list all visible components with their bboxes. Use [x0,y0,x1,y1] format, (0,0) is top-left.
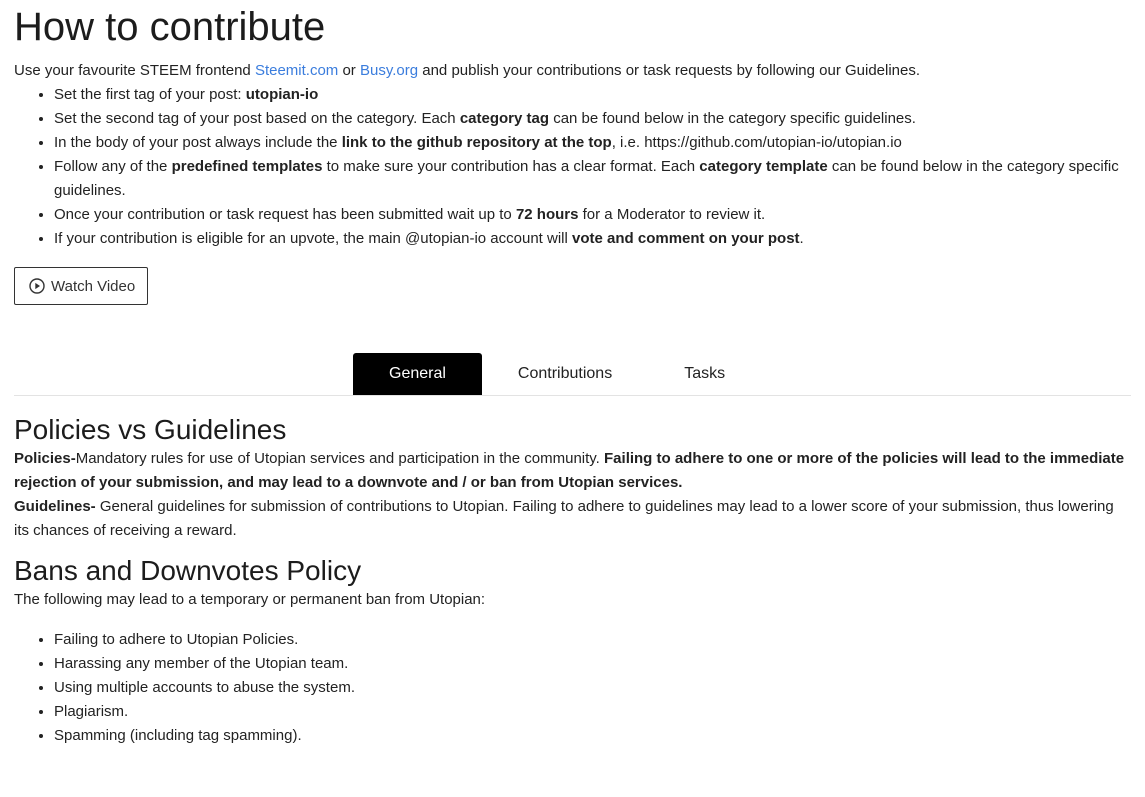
policies-heading: Policies vs Guidelines [14,414,287,445]
play-circle-icon [29,278,45,294]
bans-list [14,628,1131,748]
steemit-link[interactable]: Steemit.com [254,62,339,79]
list-item: • Failing to adhere to Utopian Policies. [54,628,1131,652]
list-item: • Plagiarism. [54,700,1131,724]
list-item: • Using multiple accounts to abuse the system. [54,676,1131,700]
page-title: How to contribute [14,5,326,49]
bans-intro: The following may lead to a temporary or permanent ban from Utopian: [14,591,486,608]
list-item: • Harassing any member of the Utopian team. [54,652,1131,676]
list-item: • In the body of your post always include the link to the github repository at the top, i.e. https://github.com/utopian-io/utopian.io [54,131,1131,155]
list-item: • Follow any of the predefined templates to make sure your contribution has a clear format. Each category template can be found below in the category specific guidelines. [54,155,1131,203]
steps-list [14,83,1131,251]
busy-link[interactable]: Busy.org [359,62,419,79]
intro-text: Use your favourite STEEM frontend Steemit.com or Busy.org and publish your contributions or task requests by following our Guidelines. [14,62,921,79]
list-item: • Set the first tag of your post: utopian-io [54,83,1131,107]
list-item: • If your contribution is eligible for an upvote, the main @utopian-io account will vote and comment on your post. [54,227,1131,251]
list-item: • Set the second tag of your post based on the category. Each category tag can be found below in the category specific guidelines. [54,107,1131,131]
tab-bar [14,353,1131,396]
bans-heading: Bans and Downvotes Policy [14,555,362,586]
watch-video-label: Watch Video [51,277,136,295]
list-item: • Once your contribution or task request has been submitted wait up to 72 hours for a Moderator to review it. [54,203,1131,227]
guidelines-paragraph: Guidelines- General guidelines for submission of contributions to Utopian. Failing to adhere to guidelines may lead to a lower score of your submission, thus lowering its chances of receiving a reward. [14,498,1114,539]
tab-contributions[interactable]: Contributions [517,365,613,382]
tab-general[interactable]: General [353,353,482,395]
tab-tasks[interactable]: Tasks [684,365,726,382]
watch-video-button[interactable] [14,267,148,305]
policies-paragraph: Policies-Mandatory rules for use of Utopian services and participation in the community. Failing to adhere to one or more of the policies will lead to the immediate rejection of your submission, and may lead to a downvote and / or ban from Utopian services. [14,450,1125,491]
list-item: • Spamming (including tag spamming). [54,724,1131,748]
